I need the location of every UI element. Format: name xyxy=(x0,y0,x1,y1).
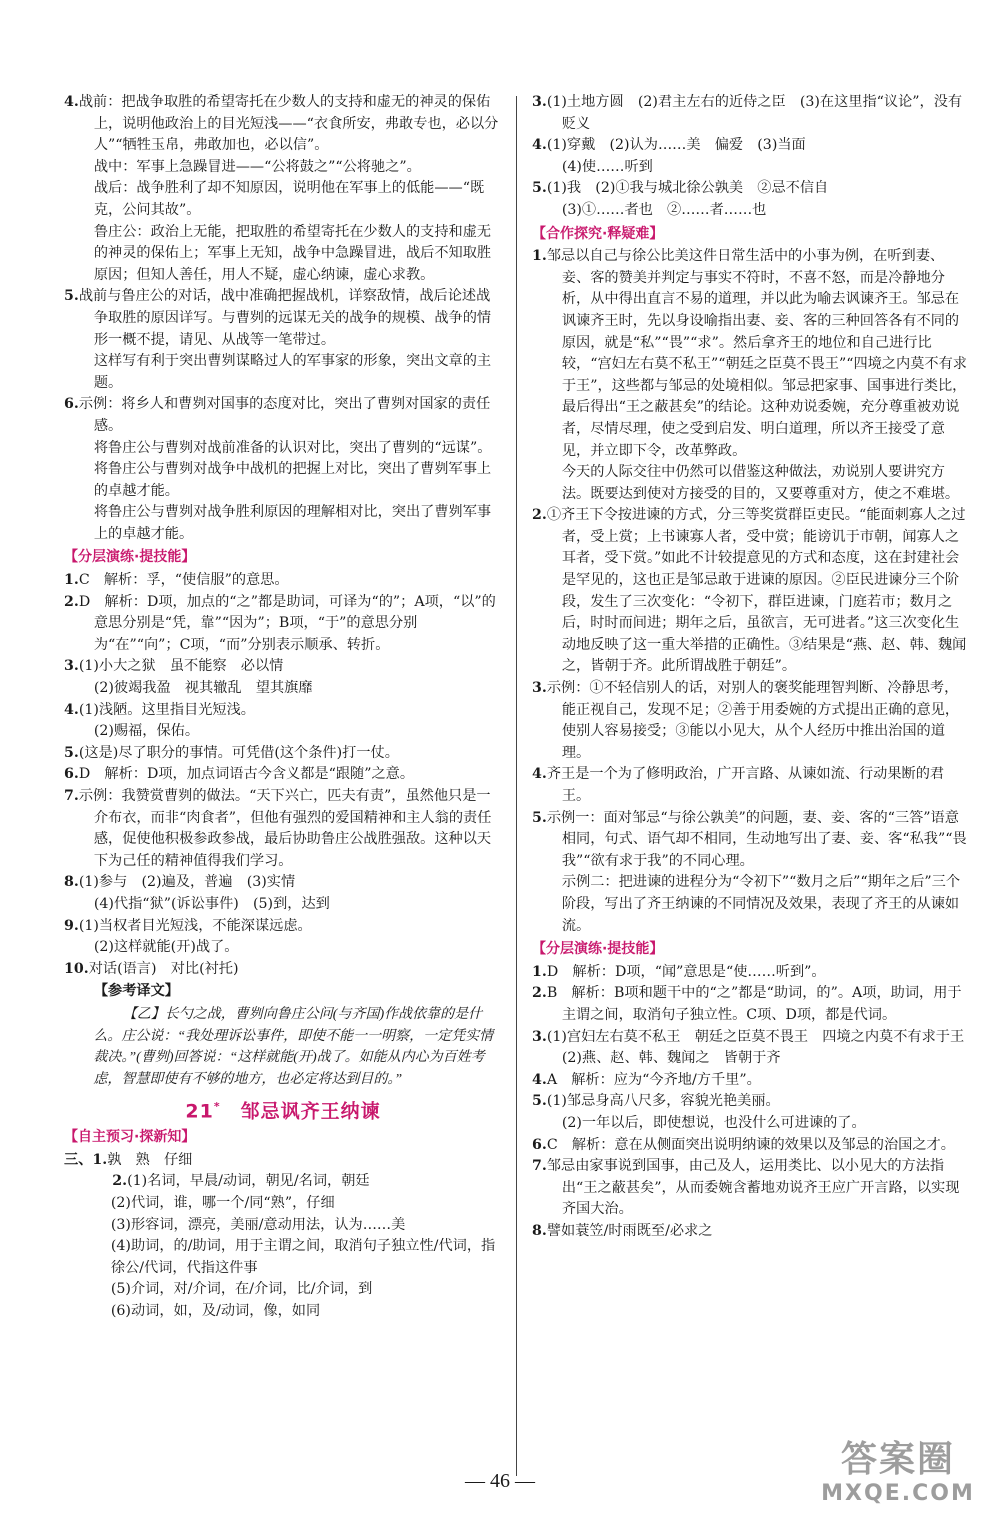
answer-item xyxy=(64,959,502,981)
answer-number: 8. xyxy=(532,1222,547,1239)
answer-text: D 解析：D项，加点词语古今含义都是“跟随”之意。 xyxy=(78,766,415,783)
answer-text: (3)形容词，漂亮，美丽/意动用法，认为……美 xyxy=(110,1216,406,1233)
answer-text: 今天的人际交往中仍然可以借鉴这种做法，劝说别人要讲究方法。既要达到使对方接受的目的，又要尊重对方，使之不难堪。 xyxy=(561,464,960,502)
answer-text: (1)名词，早晨/动词，朝见/名词，朝廷 xyxy=(127,1173,370,1190)
answer-text: (4)代指“狱”(诉讼事件) (5)到，达到 xyxy=(93,895,330,912)
answer-number: 4. xyxy=(532,137,547,154)
answer-item xyxy=(532,808,970,873)
answer-text: (4)助词，的/助词，用于主谓之间，取消句子独立性/代词，指徐公/代词，代指这件事 xyxy=(110,1238,496,1276)
answer-text: 示例：①不轻信别人的话，对别人的褒奖能理智判断、冷静思考，能正视自己，发现不足；②善于用委婉的方式提出正确的意见，使别人容易接受；③能以小见大，从个人经历中推出治国的道理。 xyxy=(546,680,960,761)
answer-line xyxy=(64,721,502,743)
answer-item xyxy=(64,1171,502,1193)
answer-line xyxy=(64,1279,502,1301)
answer-number: 9. xyxy=(64,917,79,934)
answer-text: 邹忌以自己与徐公比美这件日常生活中的小事为例，在听到妻、妾、客的赞美并判定与事实不符时，不喜不怒，而是冷静地分析，从中得出直言不易的道理，并以此为喻去讽谏齐王。邹忌在讽谏齐王时，先以身设喻指出妻、妾、客的三种回答各有不同的原因，就是“私”“畏”“求”。然后拿齐王的地位和自己进行比较，“宫妇左右莫不私王”“朝廷之臣莫不畏王”“四境之内莫不有求于王”，这些都与邹忌的处境相似。邹忌把家事、国事进行类比，最后得出“王之蔽甚矣”的结论。这种劝说委婉，充分尊重被劝说者，尽情尽理，使之受到启发、明白道理，所以齐王接受了意见，并立即下令，改革弊政。 xyxy=(546,248,967,459)
answer-number: 3. xyxy=(532,94,547,110)
answer-item xyxy=(64,394,502,437)
lesson-number: 21 xyxy=(185,1100,214,1123)
answer-line xyxy=(532,200,970,222)
answer-text: (1)土地方圆 (2)君主左右的近侍之臣 (3)在这里指“议论”，没有贬义 xyxy=(546,94,963,132)
answer-text: (1)参与 (2)遍及，普遍 (3)实情 xyxy=(78,874,296,891)
answer-item xyxy=(64,743,502,765)
answer-text: (3)①……者也 ②……者……也 xyxy=(561,201,767,218)
answer-item xyxy=(64,872,502,894)
answer-text: 战后：战争胜利了却不知原因，说明他在军事上的低能——“既克，公问其故”。 xyxy=(93,180,485,218)
answer-item xyxy=(532,246,970,462)
answer-text: (这是)尽了职分的事情。可凭借(这个条件)打一仗。 xyxy=(78,744,399,761)
answer-number: 三、1. xyxy=(64,1151,108,1168)
answer-number: 1. xyxy=(64,572,79,589)
answer-text: C 解析：孚，“使信服”的意思。 xyxy=(78,572,289,589)
answer-number: 10. xyxy=(64,960,89,977)
answer-line xyxy=(532,1048,970,1070)
answer-number: 4. xyxy=(532,1071,547,1088)
column-divider xyxy=(516,96,517,1476)
answer-item xyxy=(532,505,970,678)
answer-text: (1)穿戴 (2)认为……美 偏爱 (3)当面 xyxy=(546,137,806,154)
answer-text: ①齐王下令按进谏的方式，分三等奖赏群臣吏民。“能面刺寡人之过者，受上赏；上书谏寡人者，受中赏；能谤讥于市朝，闻寡人之耳者，受下赏。”如此不计较提意见的方式和态度，这在封建社会是罕见的，这也正是邹忌敢于进谏的原因。②臣民进谏分三个阶段，发生了三次变化：“令初下，群臣进谏，门庭若市；数月之后，时时而间进；期年之后，虽欲言，无可进者。”这三次变化生动地反映了这一重大举措的正确性。③结果是“燕、赵、韩、魏闻之，皆朝于齐。此所谓战胜于朝廷”。 xyxy=(546,507,967,675)
answer-text: (2)彼竭我盈 视其辙乱 望其旗靡 xyxy=(93,680,313,697)
answer-number: 2. xyxy=(64,593,79,610)
answer-text: (2)这样就能(开)战了。 xyxy=(93,939,239,956)
answer-item xyxy=(64,786,502,872)
answer-item xyxy=(532,1027,970,1049)
answer-item xyxy=(64,286,502,351)
answer-number: 3. xyxy=(532,1028,547,1045)
answer-item xyxy=(532,678,970,764)
answer-item xyxy=(532,983,970,1026)
answer-text: 示例：我赞赏曹刿的做法。“天下兴亡，匹夫有责”，虽然他只是一介布衣，而非“肉食者”，但他有强烈的爱国精神和主人翁的责任感，促使他积极参政参战，最后协助鲁庄公战胜强敌。这种以天下为己任的精神值得我们学习。 xyxy=(78,788,492,869)
watermark-url: MXQE.COM xyxy=(821,1481,975,1506)
answer-number: 3. xyxy=(64,658,79,675)
answer-number: 5. xyxy=(532,180,547,197)
answer-text: D 解析：D项，“闻”意思是“使……听到”。 xyxy=(546,963,826,980)
lesson-mark: * xyxy=(213,1100,221,1114)
answer-text: 将鲁庄公与曹刿对战争胜利原因的理解相对比，突出了曹刿军事上的卓越才能。 xyxy=(93,504,492,542)
watermark-logo xyxy=(808,1438,988,1516)
answer-item xyxy=(532,178,970,200)
answer-text: (1)邹忌身高八尺多，容貌光艳美丽。 xyxy=(546,1093,780,1110)
answer-text: (1)当权者目光短浅，不能深谋远虑。 xyxy=(78,917,312,934)
answer-item xyxy=(64,916,502,938)
answer-text: (1)宫妇左右莫不私王 朝廷之臣莫不畏王 四境之内莫不有求于王 xyxy=(546,1028,965,1045)
answer-item xyxy=(532,92,970,135)
lesson-title-text: 邹忌讽齐王纳谏 xyxy=(240,1100,381,1123)
answer-text: 这样写有利于突出曹刿谋略过人的军事家的形象，突出文章的主题。 xyxy=(93,353,492,391)
answer-item xyxy=(64,1150,502,1172)
answer-number: 4. xyxy=(64,701,79,718)
answer-line xyxy=(532,872,970,937)
watermark-text: 答案圈 xyxy=(840,1439,955,1480)
answer-line xyxy=(64,1236,502,1279)
answer-item xyxy=(64,656,502,678)
answer-text: (1)我 (2)①我与城北徐公孰美 ②忌不信自 xyxy=(546,180,829,197)
answer-number: 5. xyxy=(64,288,79,305)
answer-number: 6. xyxy=(64,766,79,783)
answer-number: 8. xyxy=(64,874,79,891)
answer-text: D 解析：D项，加点的“之”都是助词，可译为“的”；A项，“以”的意思分别是“凭，靠”“因为”；B项，“于”的意思分别为“在”“向”；C项，“而”分别表示顺承、转折。 xyxy=(78,593,496,653)
right-column xyxy=(532,92,970,1242)
answer-text: 譬如蓑笠/时雨既至/必求之 xyxy=(546,1222,713,1239)
answer-item xyxy=(64,592,502,657)
answer-line xyxy=(64,459,502,502)
answer-text: (1)小大之狱 虽不能察 必以情 xyxy=(78,658,284,675)
answer-text: 战中：军事上急躁冒进——“公将鼓之”“公将驰之”。 xyxy=(93,158,421,175)
answer-text: 齐王是一个为了修明政治，广开言路、从谏如流、行动果断的君王。 xyxy=(546,766,945,804)
answer-text: (4)使……听到 xyxy=(561,158,653,175)
answer-number: 1. xyxy=(532,963,547,980)
answer-number: 7. xyxy=(532,1158,547,1175)
answer-number: 1. xyxy=(532,248,547,265)
page-number: — 46 — xyxy=(465,1470,535,1492)
answer-line xyxy=(64,1215,502,1237)
section-heading: 【分层演练·提技能】 xyxy=(64,549,196,566)
answer-line xyxy=(64,894,502,916)
answer-line xyxy=(64,937,502,959)
answer-line xyxy=(64,157,502,179)
answer-line xyxy=(64,1301,502,1323)
answer-text: 战前与鲁庄公的对话，战中准确把握战机，详察敌情，战后论述战争取胜的原因详写。与曹刿的远谋无关的战争的规模、战争的情形一概不提，请见、从战等一笔带过。 xyxy=(78,288,492,348)
answer-text: (2)一年以后，即使想说，也没什么可进谏的了。 xyxy=(561,1114,866,1131)
answer-number: 2. xyxy=(112,1173,128,1190)
answer-item xyxy=(64,92,502,157)
answer-line xyxy=(64,678,502,700)
answer-item xyxy=(64,700,502,722)
answer-text: 鲁庄公：政治上无能，把取胜的希望寄托在少数人的支持和虚无的神灵的保佑上；军事上无知，战争中急躁冒进，战后不知取胜原因；但知人善任，用人不疑，虚心纳谏，虚心求教。 xyxy=(93,223,492,283)
answer-item xyxy=(532,764,970,807)
answer-item xyxy=(532,135,970,157)
answer-line xyxy=(64,502,502,545)
answer-text: (2)燕、赵、韩、魏闻之 皆朝于齐 xyxy=(561,1050,781,1067)
answer-number: 5. xyxy=(64,744,79,761)
answer-line xyxy=(532,462,970,505)
answer-text: 对话(语言) 对比(衬托) xyxy=(88,960,239,977)
answer-text: (2)代词，谁，哪一个/同“熟”，仔细 xyxy=(110,1195,335,1212)
answer-line xyxy=(532,1113,970,1135)
answer-line xyxy=(64,1193,502,1215)
lesson-title xyxy=(64,1096,502,1123)
answer-line xyxy=(532,157,970,179)
answer-text: (2)赐福，保佑。 xyxy=(93,723,200,740)
left-column xyxy=(64,92,502,1323)
answer-number: 5. xyxy=(532,1093,547,1110)
answer-item xyxy=(532,1221,970,1243)
answer-number: 7. xyxy=(64,788,79,804)
answer-item xyxy=(532,1135,970,1157)
reference-heading: 【参考译文】 xyxy=(93,983,179,1000)
answer-text: 示例一：面对邹忌“与徐公孰美”的问题，妻、妾、客的“三答”语意相同，句式、语气却不相同，生动地写出了妻、妾、客“私我”“畏我”“欲有求于我”的不同心理。 xyxy=(546,809,967,869)
answer-number: 5. xyxy=(532,809,547,826)
answer-item xyxy=(64,570,502,592)
answer-text: 孰 熟 仔细 xyxy=(107,1151,193,1168)
answer-number: 6. xyxy=(64,396,79,413)
answer-text: 示例二：把进谏的进程分为“令初下”“数月之后”“期年之后”三个阶段，写出了齐王纳谏的不同情况及效果，表现了齐王的从谏如流。 xyxy=(561,874,961,934)
answer-line xyxy=(64,351,502,394)
answer-text: (6)动词，如，及/动词，像，如同 xyxy=(110,1302,321,1319)
answer-item xyxy=(64,764,502,786)
answer-number: 2. xyxy=(532,507,547,524)
answer-text: B 解析：B项和题干中的“之”都是“助词，的”。A项，助词，用于主谓之间，取消句子独立性。C项、D项，都是代词。 xyxy=(546,985,962,1023)
answer-text: 邹忌由家事说到国事，由己及人，运用类比、以小见大的方法指出“王之蔽甚矣”，从而委婉含蓄地劝说齐王应广开言路，以实现齐国大治。 xyxy=(546,1158,960,1218)
answer-text: (5)介词，对/介词，在/介词，比/介词，到 xyxy=(110,1281,373,1298)
answer-item xyxy=(532,1156,970,1221)
answer-item xyxy=(532,962,970,984)
answer-number: 6. xyxy=(532,1136,547,1153)
section-heading: 【分层演练·提技能】 xyxy=(532,941,664,958)
answer-text: 将鲁庄公与曹刿对战争中战机的把握上对比，突出了曹刿军事上的卓越才能。 xyxy=(93,461,492,499)
section-heading: 【自主预习·探新知】 xyxy=(64,1129,196,1146)
answer-line xyxy=(64,178,502,221)
answer-item xyxy=(532,1091,970,1113)
answer-item xyxy=(532,1070,970,1092)
answer-line xyxy=(64,438,502,460)
answer-text: 将鲁庄公与曹刿对战前准备的认识对比，突出了曹刿的“远谋”。 xyxy=(93,439,492,456)
section-heading: 【合作探究·释疑难】 xyxy=(532,225,664,242)
answer-text: (1)浅陋。这里指目光短浅。 xyxy=(78,701,255,718)
answer-number: 3. xyxy=(532,680,547,697)
answer-text: 示例：将乡人和曹刿对国事的态度对比，突出了曹刿对国家的责任感。 xyxy=(78,396,491,434)
answer-number: 2. xyxy=(532,985,547,1002)
reference-translation: 【乙】长勺之战，曹刿向鲁庄公问(与齐国)作战依靠的是什么。庄公说：“我处理诉讼事件，即使不能一一明察，一定凭实情裁决。”(曹刿)回答说：“这样就能(开)战了。如能从内心为百姓考虑，智慧即使有不够的地方，也必定将达到目的。” xyxy=(93,1006,494,1087)
answer-number: 4. xyxy=(64,94,79,110)
answer-number: 4. xyxy=(532,766,547,783)
answer-text: A 解析：应为“今齐地/方千里”。 xyxy=(546,1071,761,1088)
answer-line xyxy=(64,222,502,287)
answer-text: 战前：把战争取胜的希望寄托在少数人的支持和虚无的神灵的保佑上，说明他政治上的目光短浅——“衣食所安，弗敢专也，必以分人”“牺牲玉帛，弗敢加也，必以信”。 xyxy=(78,94,499,154)
answer-text: C 解析：意在从侧面突出说明纳谏的效果以及邹忌的治国之才。 xyxy=(546,1136,955,1153)
